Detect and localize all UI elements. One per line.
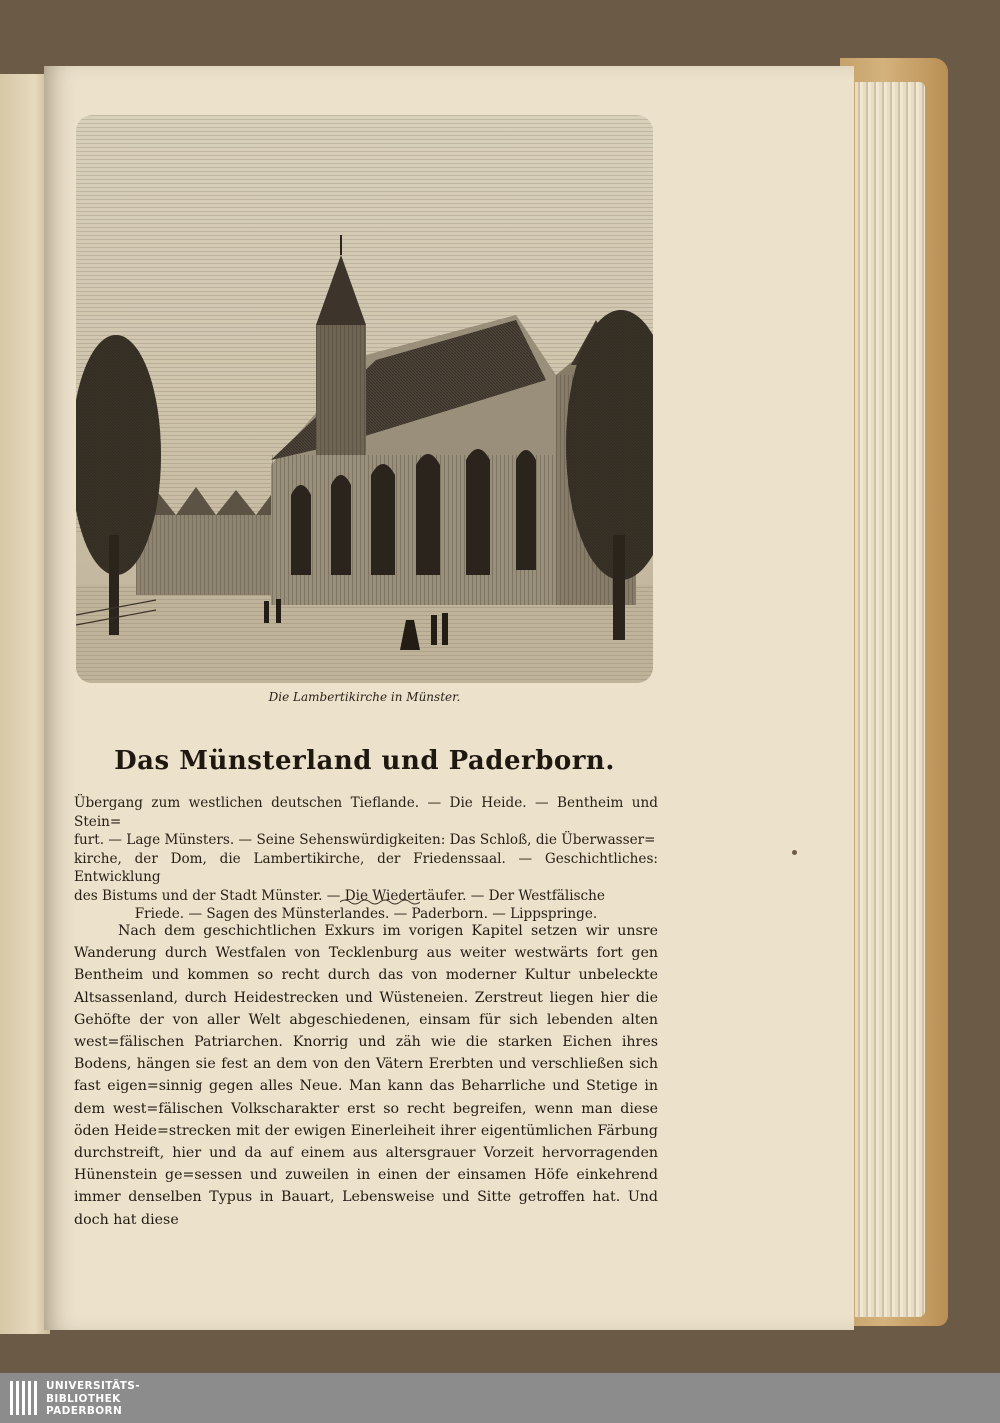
chapter-title: Das Münsterland und Paderborn. xyxy=(114,746,615,776)
summary-line: Übergang zum westlichen deutschen Tieflande. — Die Heide. — Bentheim und Stein= xyxy=(74,795,658,830)
footer-bar xyxy=(0,1373,1000,1423)
summary-line: furt. — Lage Münsters. — Seine Sehenswürdigkeiten: Das Schloß, die Überwasser= xyxy=(74,832,656,848)
library-logo-icon xyxy=(8,1379,40,1417)
library-name-line: PADERBORN xyxy=(46,1405,123,1417)
illustration-caption: Die Lambertikirche in Münster. xyxy=(268,690,461,704)
library-name xyxy=(46,1380,140,1418)
library-name-line: BIBLIOTHEK xyxy=(46,1392,121,1405)
chapter-body-paragraph: Nach dem geschichtlichen Exkurs im vorigen Kapitel setzen wir unsre Wanderung durch Westfalen von Tecklenburg aus weiter westwärts fort gen Bentheim und kommen so recht durch das von moderner Kultur unbeleckte Altsassenland, durch Heidestrecken und Wüsteneien. Zerstreut liegen hier die Gehöfte der von aller Welt abgeschiedenen, einsam für sich lebenden alten west=fälischen Patriarchen. Knorrig und zäh wie die starken Eichen ihres Bodens, hängen sie fest an dem von den Vätern Ererbten und verschließen sich fast eigen=sinnig gegen alles Neue. Man kann das Beharrliche und Stetige in dem west=fälischen Volkscharakter erst so recht begreifen, wenn man diese öden Heide=strecken mit der ewigen Einerleiheit ihrer eigentümlichen Färbung durchstreift, hier und da auf einem aus altersgrauer Vorzeit hervorragenden Hünenstein ge=sessen und zuweilen in einen der einsamen Höfe einkehrend immer denselben Typus in Bauart, Lebensweise und Sitte getroffen hat. Und doch hat diese xyxy=(74,923,658,1228)
page-stack xyxy=(855,82,925,1317)
church-illustration xyxy=(76,115,653,683)
ornamental-divider xyxy=(340,898,420,906)
summary-line: Friede. — Sagen des Münsterlandes. — Paderborn. — Lippspringe. xyxy=(134,906,598,922)
summary-line: des Bistums und der Stadt Münster. — Die Wiedertäufer. — Der Westfälische xyxy=(74,887,605,904)
left-page-edge xyxy=(0,74,50,1334)
summary-line: kirche, der Dom, die Lambertikirche, der Friedenssaal. — Geschichtliches: Entwicklung xyxy=(74,850,658,885)
library-name-line: UNIVERSITÄTS- xyxy=(46,1380,141,1392)
page-speck xyxy=(792,850,797,855)
